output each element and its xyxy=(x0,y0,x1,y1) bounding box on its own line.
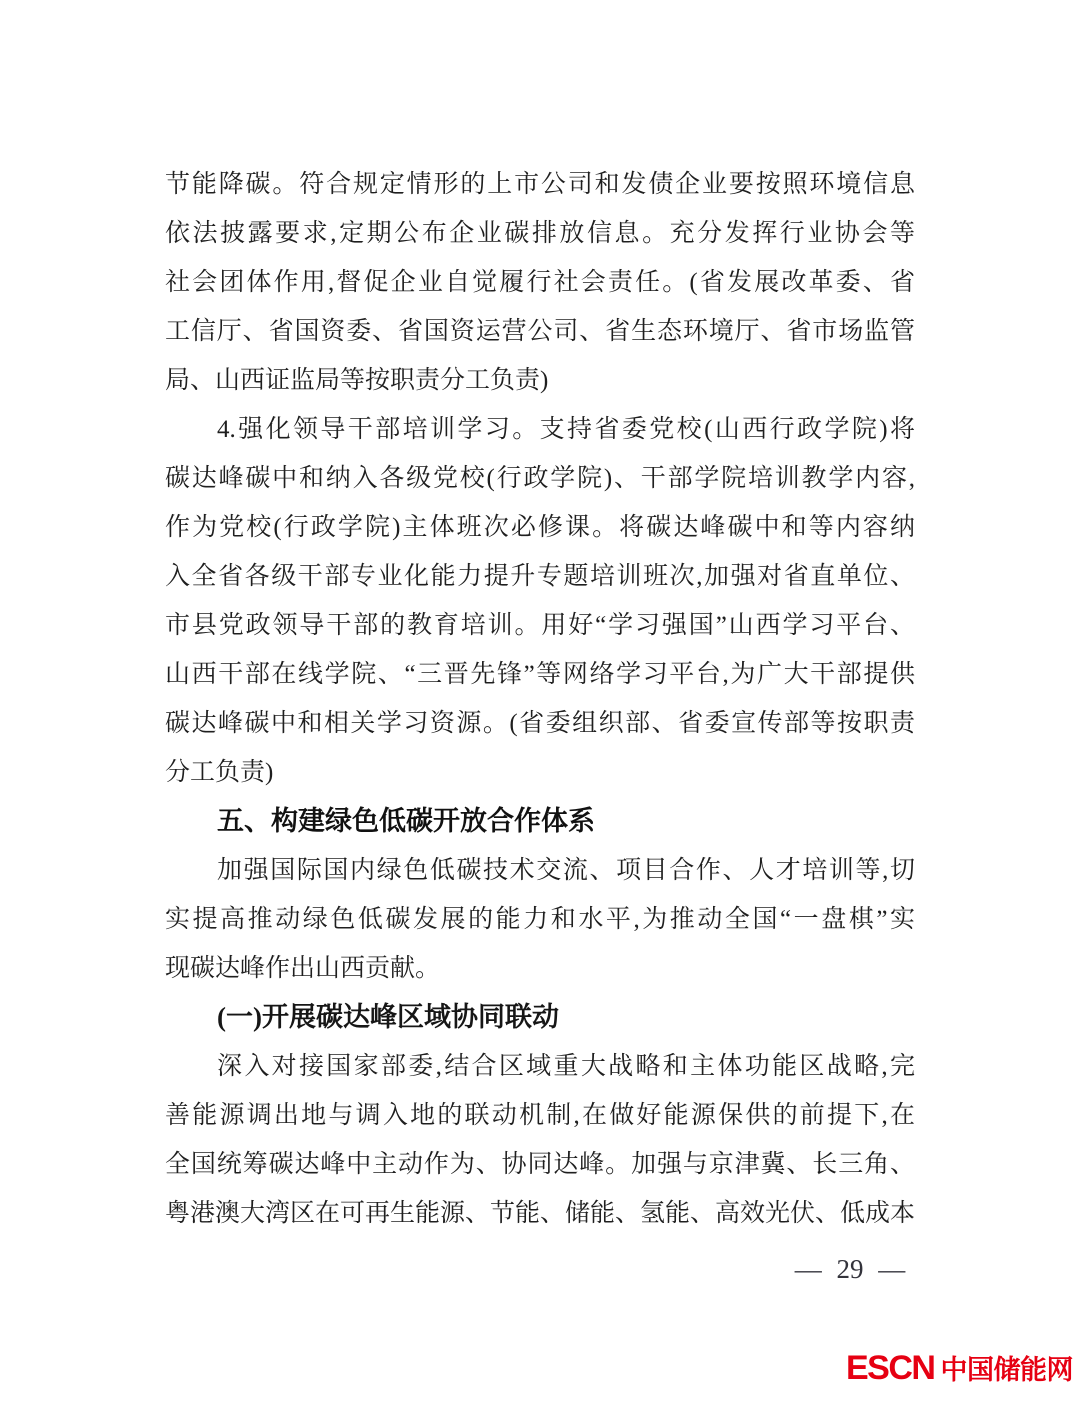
text-line: 市县党政领导干部的教育培训。用好“学习强国”山西学习平台、 xyxy=(165,612,915,639)
section-heading: 五、构建绿色低碳开放合作体系 xyxy=(217,806,595,836)
text-line: 山西干部在线学院、“三晋先锋”等网络学习平台,为广大干部提供 xyxy=(165,661,915,688)
text-line: 局、山西证监局等按职责分工负责) xyxy=(165,367,549,394)
text-line: 深入对接国家部委,结合区域重大战略和主体功能区战略,完 xyxy=(217,1053,915,1080)
text-line: 实提高推动绿色低碳发展的能力和水平,为推动全国“一盘棋”实 xyxy=(165,906,915,933)
text-line: 善能源调出地与调入地的联动机制,在做好能源保供的前提下,在 xyxy=(165,1102,915,1129)
text-line: 加强国际国内绿色低碳技术交流、项目合作、人才培训等,切 xyxy=(217,857,915,884)
text-line: 碳达峰碳中和相关学习资源。(省委组织部、省委宣传部等按职责 xyxy=(165,710,915,737)
text-line: 节能降碳。符合规定情形的上市公司和发债企业要按照环境信息 xyxy=(165,171,915,198)
document-text-block xyxy=(165,160,915,1238)
escn-logo-chinese-text: 中国储能网 xyxy=(940,1355,1073,1385)
text-line: 碳达峰碳中和纳入各级党校(行政学院)、干部学院培训教学内容, xyxy=(165,465,915,492)
text-line: 全国统筹碳达峰中主动作为、协同达峰。加强与京津冀、长三角、 xyxy=(165,1151,915,1178)
escn-logo-text: ESCN xyxy=(846,1349,935,1387)
subsection-heading: (一)开展碳达峰区域协同联动 xyxy=(217,1002,559,1032)
brand-watermark xyxy=(846,1348,1073,1388)
page-number: — 29 — xyxy=(794,1254,906,1284)
text-line: 入全省各级干部专业化能力提升专题培训班次,加强对省直单位、 xyxy=(165,563,915,590)
text-line: 作为党校(行政学院)主体班次必修课。将碳达峰碳中和等内容纳 xyxy=(165,514,915,541)
text-line: 社会团体作用,督促企业自觉履行社会责任。(省发展改革委、省 xyxy=(165,269,915,296)
text-line: 分工负责) xyxy=(165,759,274,786)
text-line: 4.强化领导干部培训学习。支持省委党校(山西行政学院)将 xyxy=(217,416,915,443)
text-line: 粤港澳大湾区在可再生能源、节能、储能、氢能、高效光伏、低成本 xyxy=(165,1200,916,1227)
text-line: 依法披露要求,定期公布企业碳排放信息。充分发挥行业协会等 xyxy=(165,220,915,247)
text-line: 现碳达峰作出山西贡献。 xyxy=(165,955,441,982)
text-line: 工信厅、省国资委、省国资运营公司、省生态环境厅、省市场监管 xyxy=(165,318,915,345)
